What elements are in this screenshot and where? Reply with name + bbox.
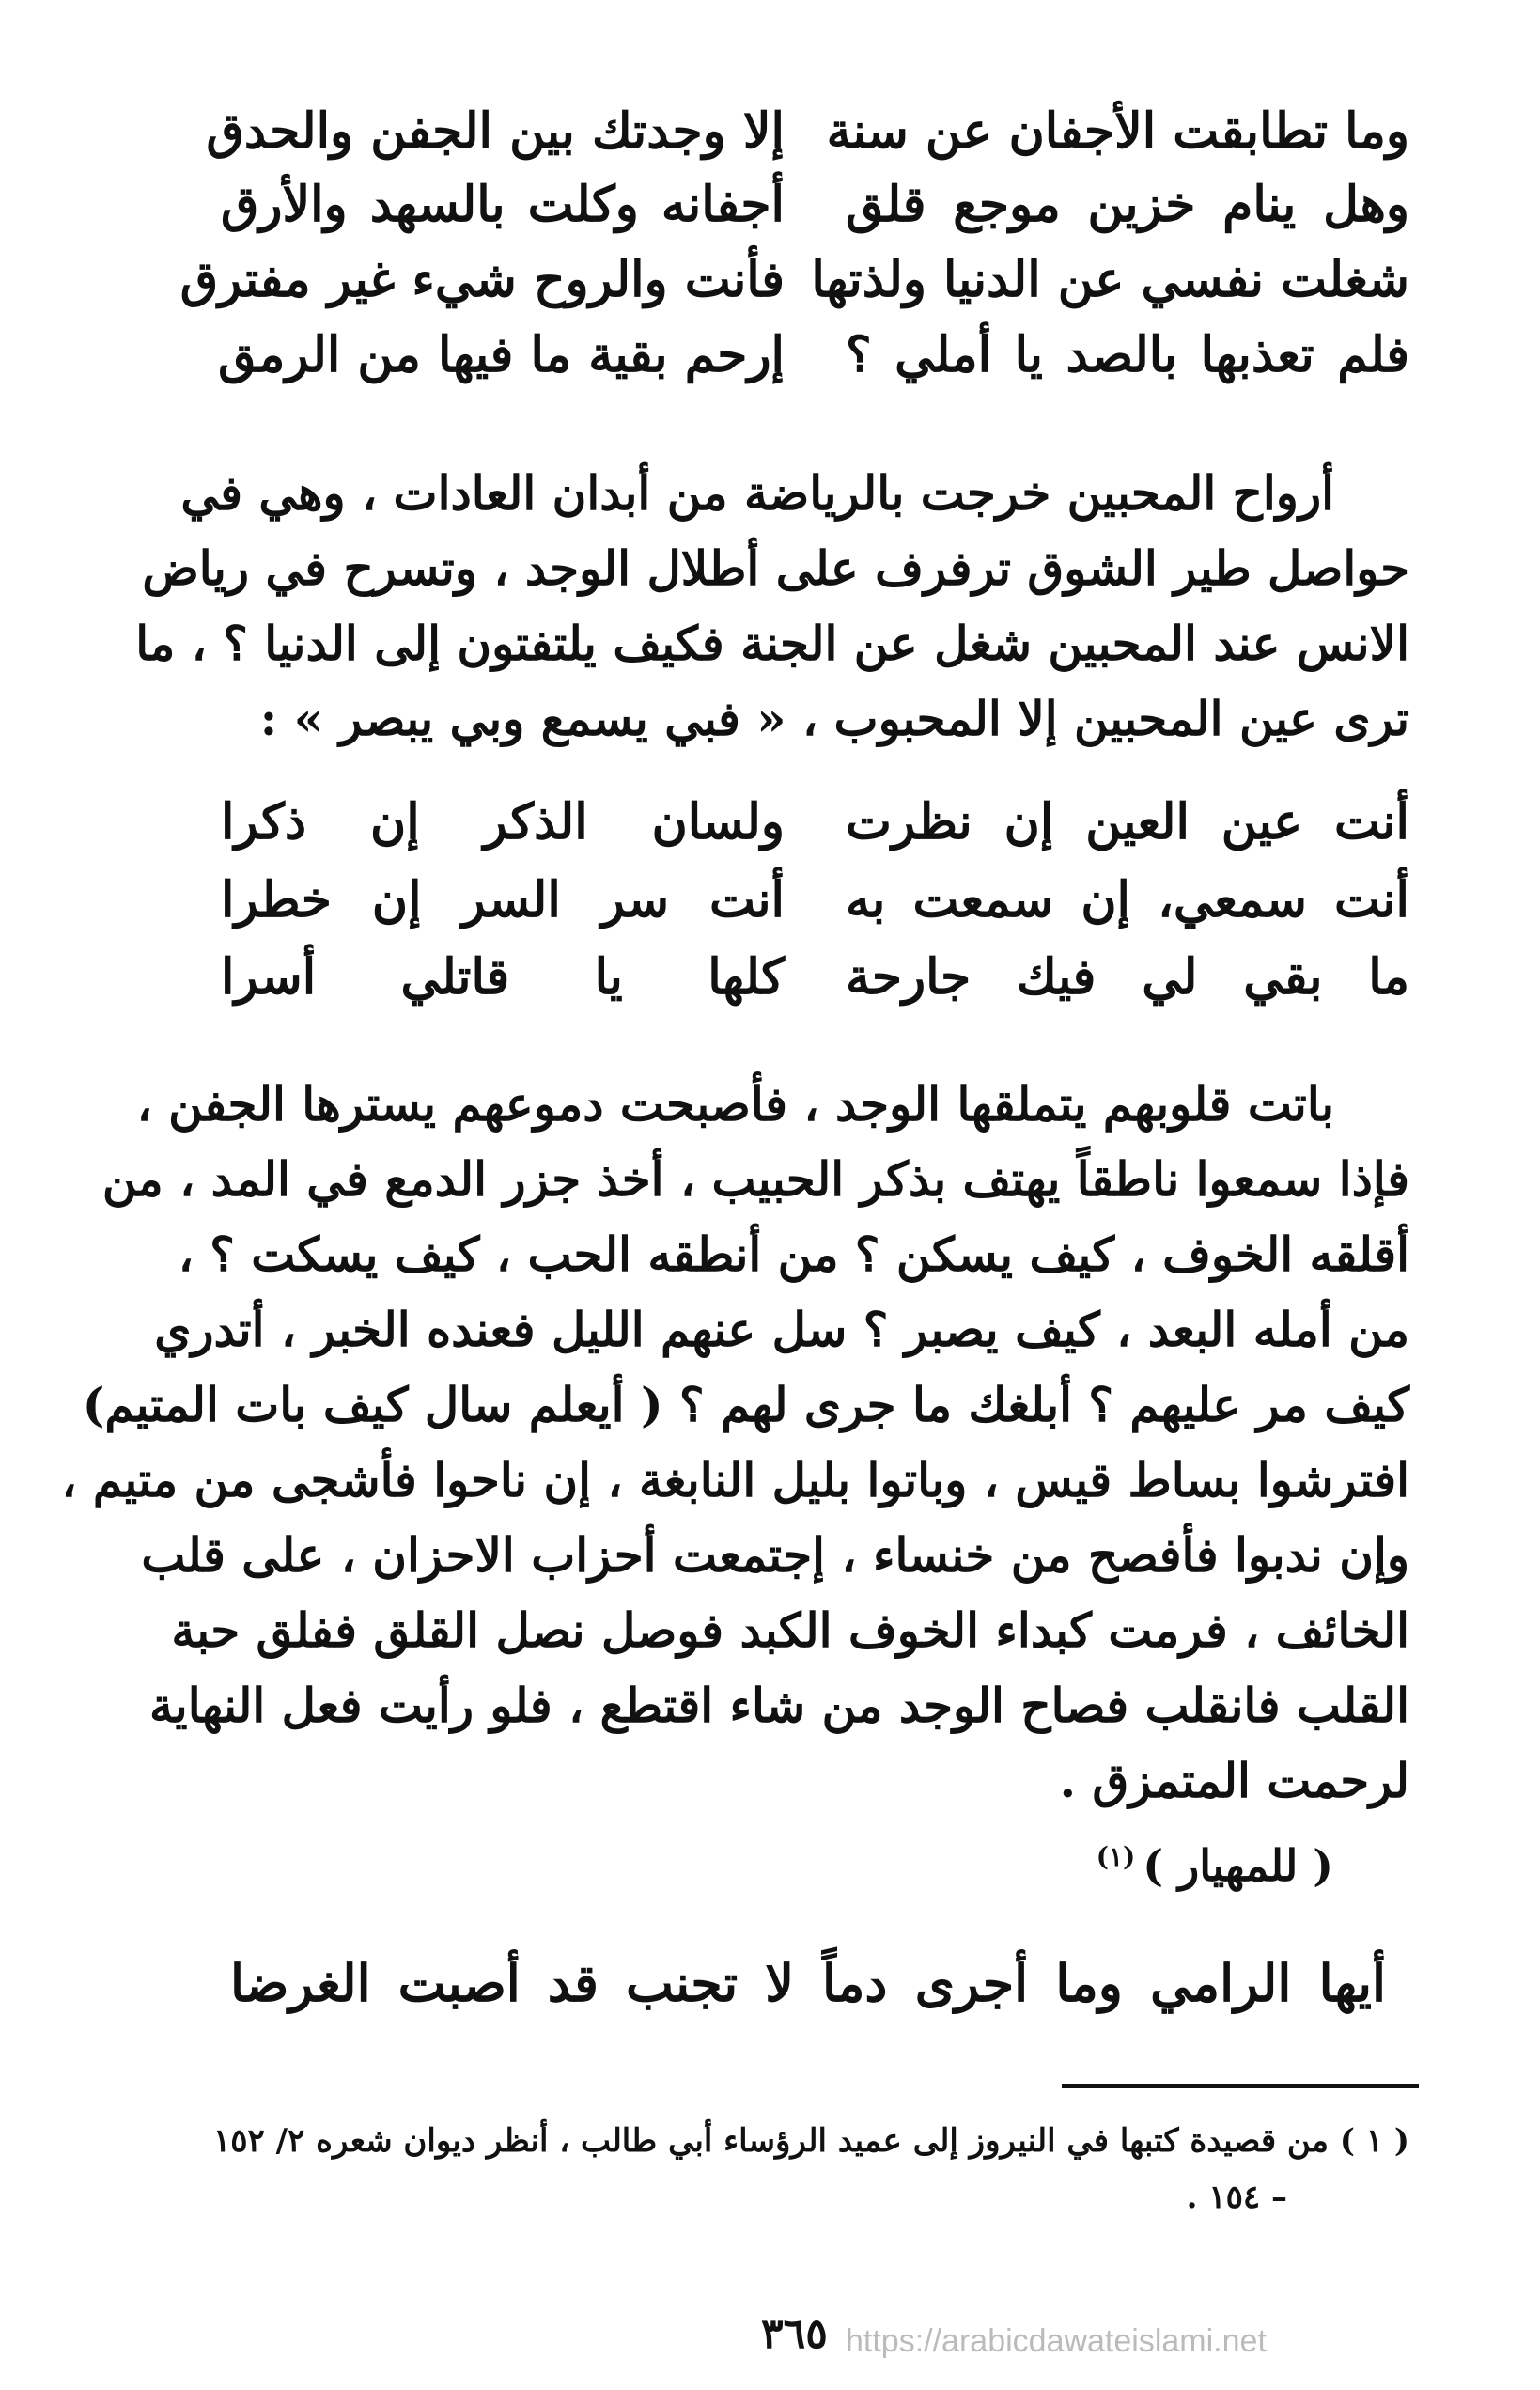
verse-second-hemistich: إرحم بقية ما فيها من الرمق <box>218 326 785 383</box>
paragraph-line: وإن ندبوا فأفصح من خنساء ، إجتمعت أحزاب الاحزان ، على قلب <box>141 1527 1409 1583</box>
footnote-line: ( ١ ) من قصيدة كتبها في النيروز إلى عميد الرؤساء أبي طالب ، أنظر ديوان شعره ٢/ ١٥٢ <box>212 2122 1409 2160</box>
paragraph-line: لرحمت المتمزق . <box>1059 1753 1409 1808</box>
paragraph-line: أقلقه الخوف ، كيف يسكن ؟ من أنطقه الحب ، كيف يسكت ؟ ، <box>178 1226 1409 1282</box>
paragraph <box>61 1067 1409 1819</box>
verse-first-hemistich: وهل ينام خزين موجع قلق <box>846 176 1409 233</box>
verse-line <box>218 318 1409 393</box>
paragraph-line: حواصل طير الشوق ترفرف على أطلال الوجد ، وتسرح في رياض <box>142 540 1409 596</box>
poet-name: ( للمهيار ) <box>1143 1840 1333 1891</box>
verse-first-hemistich: فلم تعذبها بالصد يا أملي ؟ <box>846 326 1409 383</box>
paragraph-line: أرواح المحبين خرجت بالرياضة من أبدان العادات ، وهي في <box>180 465 1334 521</box>
paragraph-line: الخائف ، فرمت كبداء الخوف الكبد فوصل نصل القلق ففلق حبة <box>171 1602 1409 1658</box>
paragraph <box>135 456 1409 757</box>
verse-line <box>221 167 1409 242</box>
verse-line <box>230 1945 1386 2021</box>
footnote-marker: (١) <box>1096 1840 1136 1872</box>
verse-second-hemistich: فأنت والروح شيء غير مفترق <box>179 251 785 308</box>
paragraph-line: فإذا سمعوا ناطقاً يهتف بذكر الحبيب ، أخذ جزر الدمع في المد ، من <box>101 1151 1409 1207</box>
verse-first-hemistich: أنت عين العين إن نظرت <box>846 793 1409 851</box>
verse-second-hemistich: إلا وجدتك بين الجفن والحدق <box>206 102 785 160</box>
paragraph-line: باتت قلوبهم يتملقها الوجد ، فأصبحت دموعهم يسترها الجفن ، <box>136 1076 1334 1132</box>
watermark-url: https://arabicdawateislami.net <box>846 2323 1267 2359</box>
verse-line <box>206 94 1409 169</box>
verse-first-hemistich: أيها الرامي وما أجرى دماً <box>822 1953 1386 2013</box>
paragraph-line: القلب فانقلب فصاح الوجد من شاء اقتطع ، فلو رأيت فعل النهاية <box>149 1678 1409 1733</box>
verse-second-hemistich: أنت سر السر إن خطرا <box>221 871 785 929</box>
verse-first-hemistich: أنت سمعي، إن سمعت به <box>846 871 1409 929</box>
footnote-separator <box>1062 2084 1419 2088</box>
verse-line <box>221 785 1409 860</box>
paragraph-line: افترشوا بساط قيس ، وباتوا بليل النابغة ، إن ناحوا فأشجى من متيم ، <box>61 1452 1409 1507</box>
poet-attribution <box>1097 1840 1333 1891</box>
page-number: ٣٦٥ <box>761 2310 828 2358</box>
verse-first-hemistich: شغلت نفسي عن الدنيا ولذتها <box>811 251 1409 308</box>
footnote-line: – ١٥٤ . <box>1186 2179 1287 2216</box>
paragraph-line: من أمله البعد ، كيف يصبر ؟ سل عنهم الليل فعنده الخبر ، أتدري <box>154 1302 1409 1357</box>
verse-second-hemistich: أجفانه وكلت بالسهد والأرق <box>221 176 785 233</box>
paragraph-line: كيف مر عليهم ؟ أبلغك ما جرى لهم ؟ ( أيعلم سال كيف بات المتيم) <box>82 1377 1409 1432</box>
paragraph-line: الانس عند المحبين شغل عن الجنة فكيف يلتفتون إلى الدنيا ؟ ، ما <box>135 616 1409 671</box>
footnote <box>212 2113 1409 2226</box>
verse-first-hemistich: وما تطابقت الأجفان عن سنة <box>826 102 1409 160</box>
verse-line <box>179 242 1409 318</box>
verse-second-hemistich: كلها يا قاتلي أسرا <box>221 948 785 1006</box>
verse-second-hemistich: لا تجنب قد أصبت الغرضا <box>230 1953 794 2013</box>
verse-line <box>221 863 1409 938</box>
verse-line <box>221 940 1409 1015</box>
verse-second-hemistich: ولسان الذكر إن ذكرا <box>221 793 785 851</box>
paragraph-line: ترى عين المحبين إلا المحبوب ، « فبي يسمع وبي يبصر » : <box>259 691 1409 746</box>
verse-first-hemistich: ما بقي لي فيك جارحة <box>846 948 1409 1006</box>
